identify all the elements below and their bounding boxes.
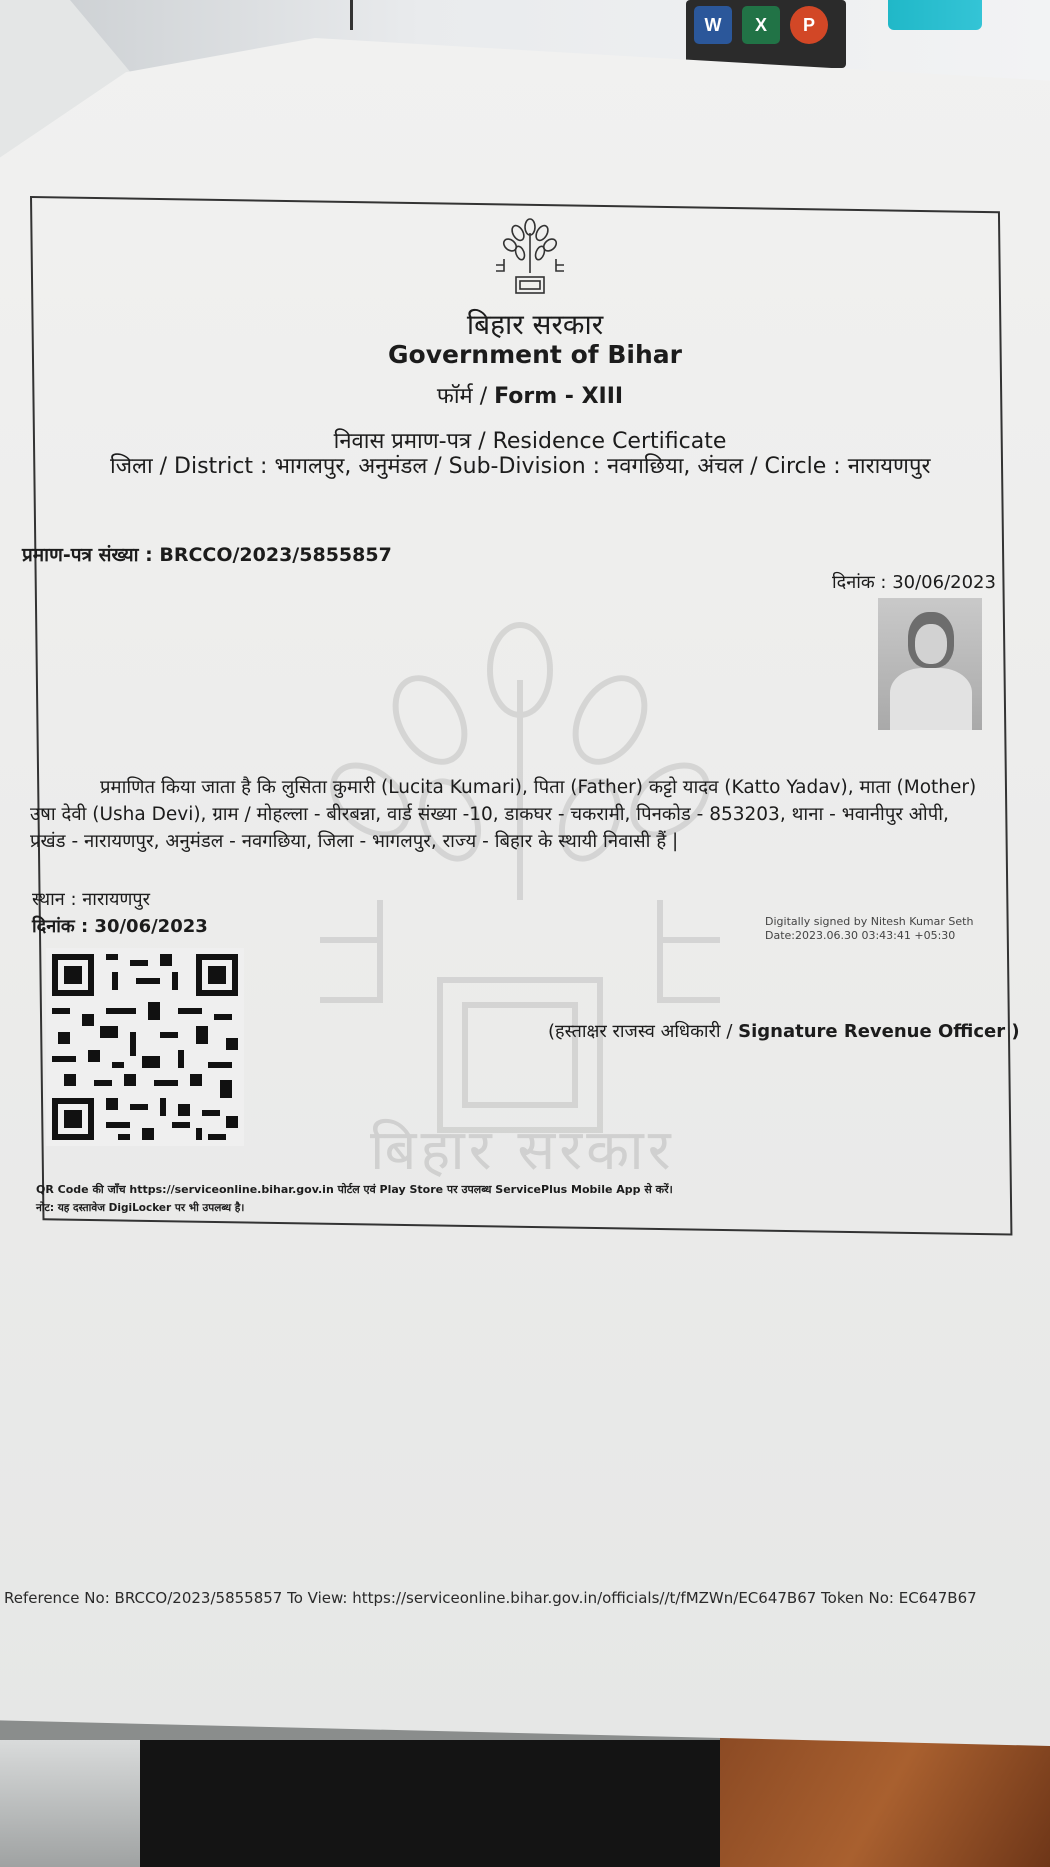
place-date: दिनांक : 30/06/2023	[32, 916, 208, 937]
certificate-body-text: प्रमाणित किया जाता है कि लुसिता कुमारी (Lucita Kumari), पिता (Father) कट्टो यादव (Katto Yadav), माता (Mother) उषा देवी (Usha Devi), ग्राम / मोहल्ला - बीरबन्ना, वार्ड संख्या -10, डाकघर - चकरामी, पिनकोड - 853203, थाना - भवानीपुर ओपी, प्रखंड - नारायणपुर, अनुमंडल - नवगछिया, जिला - भागलपुर, राज्य - बिहार के स्थायी निवासी हैं |	[30, 777, 977, 852]
photo-face	[915, 624, 947, 664]
government-title-hindi: बिहार सरकार	[466, 308, 604, 341]
district-line: जिला / District : भागलपुर, अनुमंडल / Sub-Division : नवगछिया, अंचल / Circle : नारायणपुर	[110, 454, 931, 479]
government-title-english: Government of Bihar	[388, 340, 682, 369]
teal-app-icon	[888, 0, 982, 30]
applicant-photo	[878, 598, 982, 730]
issue-date: दिनांक : 30/06/2023	[832, 572, 996, 593]
excel-icon[interactable]: X	[742, 6, 780, 44]
certificate-number: प्रमाण-पत्र संख्या : BRCCO/2023/5855857	[22, 544, 392, 566]
form-number	[410, 380, 650, 410]
place: स्थान : नारायणपुर	[32, 889, 151, 910]
word-icon[interactable]: W	[694, 6, 732, 44]
signature-label-english: Signature Revenue Officer )	[738, 1021, 1020, 1042]
wooden-table	[720, 1730, 1050, 1867]
form-label-english: Form - XIII	[494, 384, 624, 409]
powerpoint-icon[interactable]: P	[790, 6, 828, 44]
digital-signature-name: Digitally signed by Nitesh Kumar Seth	[765, 915, 974, 928]
taskbar	[686, 0, 846, 68]
certificate-title: निवास प्रमाण-पत्र / Residence Certificate	[333, 429, 727, 454]
signature-label-hindi: (हस्ताक्षर राजस्व अधिकारी /	[548, 1021, 739, 1042]
watermark-text: बिहार सरकार	[370, 1118, 675, 1183]
bodhi-tree-watermark	[300, 600, 740, 1180]
digital-signature-date: Date:2023.06.30 03:43:41 +05:30	[765, 929, 956, 942]
qr-verification-note: QR Code की जाँच https://serviceonline.bihar.gov.in पोर्टल एवं Play Store पर उपलब्ध ServicePlus Mobile App से करें।	[36, 1183, 673, 1196]
signature-line	[548, 1019, 1020, 1043]
qr-code[interactable]	[46, 948, 244, 1146]
light-surface	[0, 1740, 140, 1867]
photo-body	[890, 668, 972, 730]
bihar-emblem-icon	[490, 215, 570, 305]
digital-signature	[765, 915, 973, 943]
form-label-hindi: फॉर्म /	[436, 384, 495, 409]
certificate-body	[30, 774, 985, 855]
reference-footer: Reference No: BRCCO/2023/5855857 To View: https://serviceonline.bihar.gov.in/officials//t/fMZWn/EC647B67 Token No: EC647B67	[4, 1589, 977, 1607]
monitor-edge	[350, 0, 353, 30]
digilocker-note: नोट: यह दस्तावेज DigiLocker पर भी उपलब्ध है।	[36, 1202, 245, 1214]
